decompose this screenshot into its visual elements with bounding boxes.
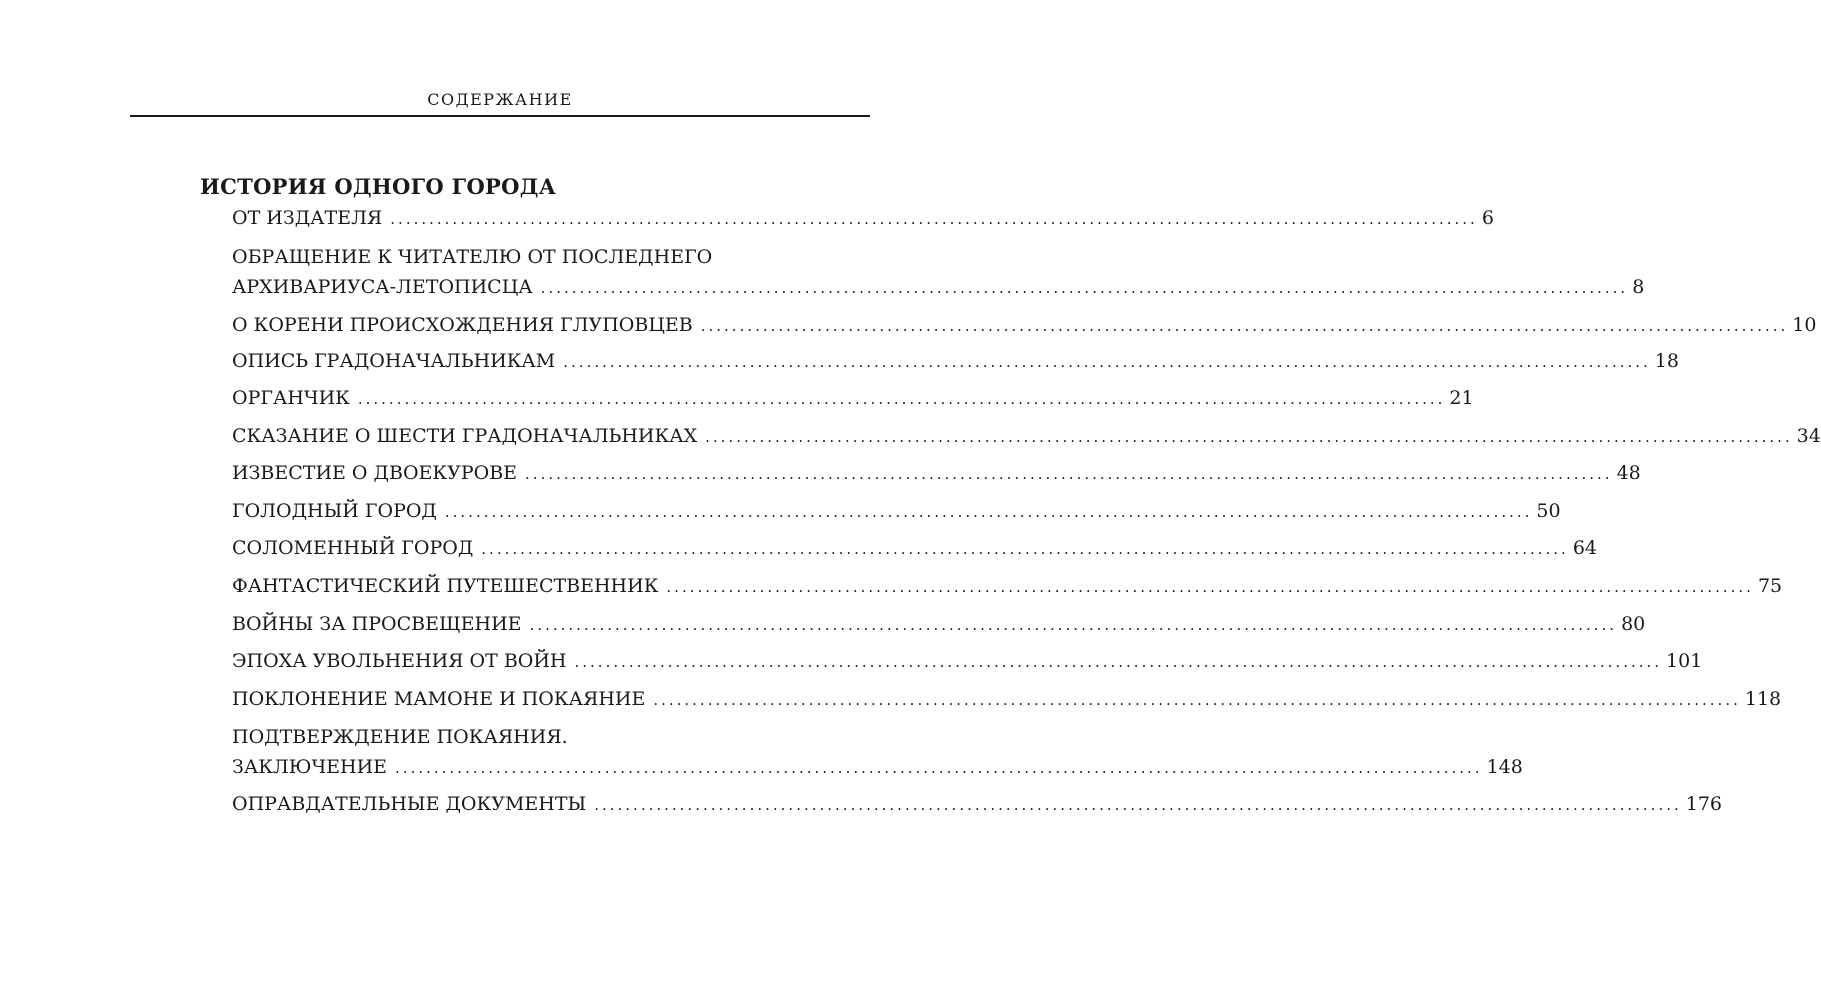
toc-page-number: 34 bbox=[1796, 425, 1821, 447]
toc-leader-dots: ............................................................................................................................................ bbox=[444, 503, 1533, 521]
toc-entry[interactable] bbox=[232, 346, 1679, 377]
toc-leader-dots: ............................................................................................................................................ bbox=[594, 796, 1682, 814]
toc-entry-title: ВОЙНЫ ЗА ПРОСВЕЩЕНИЕ bbox=[232, 613, 522, 635]
toc-leader-dots: ............................................................................................................................................ bbox=[700, 317, 1789, 335]
toc-page-number: 48 bbox=[1616, 462, 1641, 484]
toc-entry-title: ФАНТАСТИЧЕСКИЙ ПУТЕШЕСТВЕННИК bbox=[232, 575, 659, 597]
toc-entry[interactable] bbox=[232, 496, 1561, 527]
toc-entry-title: СКАЗАНИЕ О ШЕСТИ ГРАДОНАЧАЛЬНИКАХ bbox=[232, 425, 698, 447]
toc-entry[interactable] bbox=[232, 421, 1821, 452]
toc-entry-title-line1: ОБРАЩЕНИЕ К ЧИТАТЕЛЮ ОТ ПОСЛЕДНЕГО bbox=[232, 246, 713, 268]
toc-page-number: 80 bbox=[1621, 613, 1646, 635]
toc-entry-title: ГОЛОДНЫЙ ГОРОД bbox=[232, 500, 437, 522]
toc-leader-dots: ............................................................................................................................................ bbox=[390, 210, 1478, 228]
toc-page-number: 75 bbox=[1757, 575, 1783, 597]
toc-entry-title: ПОКЛОНЕНИЕ МАМОНЕ И ПОКАЯНИЕ bbox=[232, 688, 646, 710]
toc-leader-dots: ............................................................................................................................................ bbox=[540, 279, 1629, 297]
toc-entry[interactable] bbox=[232, 533, 1597, 564]
toc-entry[interactable] bbox=[232, 383, 1474, 414]
toc-entry[interactable] bbox=[232, 609, 1646, 640]
header-rule bbox=[130, 115, 870, 117]
toc-leader-dots: ............................................................................................................................................ bbox=[666, 578, 1754, 596]
toc-entry[interactable] bbox=[232, 571, 1783, 602]
toc-entry[interactable] bbox=[232, 789, 1723, 820]
toc-entry-title: О КОРЕНИ ПРОИСХОЖДЕНИЯ ГЛУПОВЦЕВ bbox=[232, 314, 693, 336]
toc-leader-dots: ............................................................................................................................................ bbox=[574, 653, 1663, 671]
toc-entry[interactable] bbox=[232, 242, 1645, 303]
toc-entry-title: ЭПОХА УВОЛЬНЕНИЯ ОТ ВОЙН bbox=[232, 650, 567, 672]
toc-leader-dots: ............................................................................................................................................ bbox=[357, 390, 1446, 408]
toc-leader-dots: ............................................................................................................................................ bbox=[705, 428, 1793, 446]
toc-entry-title: ЗАКЛЮЧЕНИЕ bbox=[232, 756, 388, 778]
toc-entry-title-line1: ПОДТВЕРЖДЕНИЕ ПОКАЯНИЯ. bbox=[232, 726, 568, 748]
toc-leader-dots: ............................................................................................................................................ bbox=[481, 540, 1569, 558]
toc-leader-dots: ............................................................................................................................................ bbox=[395, 759, 1483, 777]
toc-entry-title: СОЛОМЕННЫЙ ГОРОД bbox=[232, 537, 474, 559]
toc-entry[interactable] bbox=[232, 203, 1494, 234]
toc-entry[interactable] bbox=[232, 458, 1641, 489]
toc-page-number: 176 bbox=[1685, 793, 1723, 815]
toc-page-number: 64 bbox=[1572, 537, 1597, 559]
toc-entry-title: ИЗВЕСТИЕ О ДВОЕКУРОВЕ bbox=[232, 462, 518, 484]
toc-entry-title: ОРГАНЧИК bbox=[232, 387, 350, 409]
toc-leader-dots: ............................................................................................................................................ bbox=[525, 465, 1613, 483]
book-title: ИСТОРИЯ ОДНОГО ГОРОДА bbox=[200, 174, 557, 199]
toc-page-number: 118 bbox=[1744, 688, 1782, 710]
running-head: СОДЕРЖАНИЕ bbox=[427, 90, 573, 109]
toc-page-number: 148 bbox=[1486, 756, 1523, 778]
toc-page-number: 10 bbox=[1792, 314, 1817, 336]
toc-leader-dots: ............................................................................................................................................ bbox=[563, 353, 1651, 371]
toc-page-number: 6 bbox=[1481, 207, 1494, 229]
toc-entry-title: ОПРАВДАТЕЛЬНЫЕ ДОКУМЕНТЫ bbox=[232, 793, 587, 815]
toc-page-number: 8 bbox=[1632, 276, 1645, 298]
toc-entry-title: ОТ ИЗДАТЕЛЯ bbox=[232, 207, 383, 229]
toc-page-number: 101 bbox=[1666, 650, 1703, 672]
toc-entry[interactable] bbox=[232, 646, 1703, 677]
toc-leader-dots: ............................................................................................................................................ bbox=[653, 691, 1741, 709]
toc-entry[interactable] bbox=[232, 722, 1523, 783]
toc-entry-title: АРХИВАРИУСА-ЛЕТОПИСЦА bbox=[232, 276, 533, 298]
toc-entry[interactable] bbox=[232, 684, 1782, 715]
toc-entry-title: ОПИСЬ ГРАДОНАЧАЛЬНИКАМ bbox=[232, 350, 556, 372]
toc-page-number: 21 bbox=[1449, 387, 1474, 409]
toc-leader-dots: ............................................................................................................................................ bbox=[529, 616, 1618, 634]
toc-page-number: 18 bbox=[1654, 350, 1679, 372]
toc-page-number: 50 bbox=[1536, 500, 1561, 522]
toc-entry[interactable] bbox=[232, 310, 1817, 341]
